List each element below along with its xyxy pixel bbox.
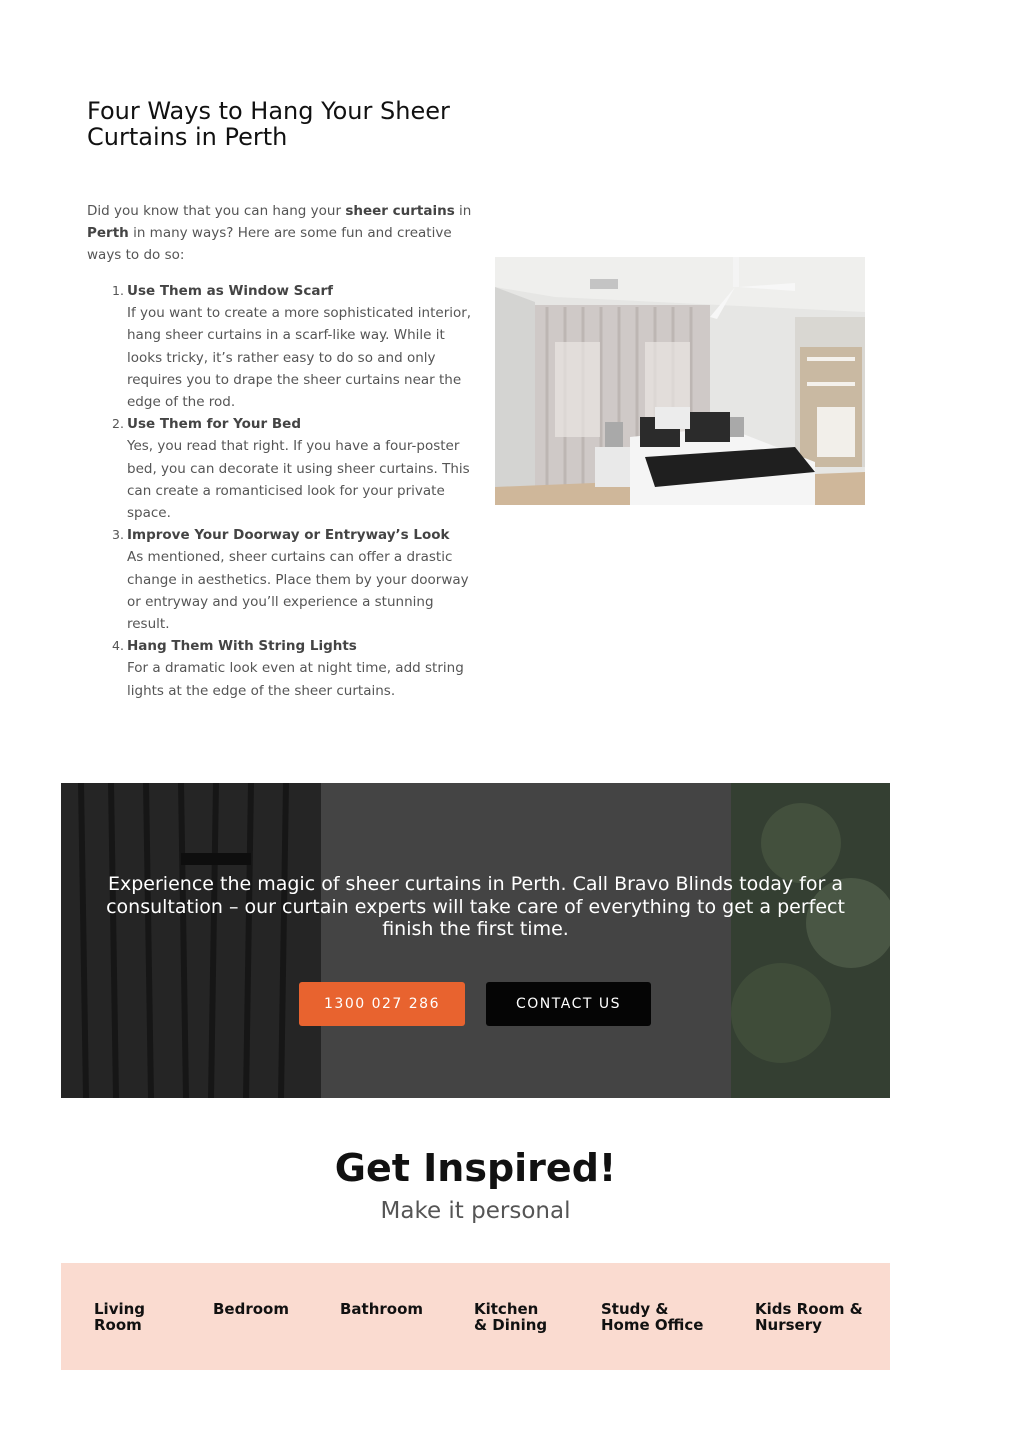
list-item bbox=[87, 524, 477, 635]
sheer-curtains-keyword: sheer curtains bbox=[345, 203, 455, 219]
cta-message: Experience the magic of sheer curtains in Perth. Call Bravo Blinds today for a consultation – our curtain experts will take care of everything to get a perfect finish the first time. bbox=[106, 873, 845, 940]
list-item bbox=[87, 635, 477, 702]
room-link-study-home-office[interactable] bbox=[601, 1301, 703, 1333]
room-link-label: Room bbox=[94, 1316, 142, 1334]
way-title: Use Them for Your Bed bbox=[127, 416, 301, 433]
room-link-kids-room-nursery[interactable] bbox=[755, 1301, 863, 1333]
room-link-label: Living bbox=[94, 1300, 146, 1318]
room-link-label: & Dining bbox=[474, 1316, 548, 1334]
room-link-bathroom[interactable] bbox=[340, 1301, 423, 1317]
intro-text: in bbox=[454, 203, 472, 219]
get-inspired-heading: Get Inspired! bbox=[334, 1146, 617, 1190]
perth-keyword: Perth bbox=[87, 225, 129, 241]
intro-text: in many ways? Here are some fun and creative ways to do so: bbox=[87, 225, 452, 263]
intro-paragraph bbox=[87, 200, 472, 266]
article-title: Four Ways to Hang Your Sheer Curtains in Perth bbox=[87, 97, 450, 151]
list-number: 3. bbox=[112, 527, 124, 543]
room-link-label: Kids Room & bbox=[755, 1300, 863, 1318]
way-description: For a dramatic look even at night time, add string lights at the edge of the sheer curtains. bbox=[127, 660, 464, 699]
way-description: As mentioned, sheer curtains can offer a drastic change in aesthetics. Place them by your doorway or entryway and you’ll experience a stunning result. bbox=[127, 549, 469, 633]
list-item bbox=[87, 280, 477, 413]
list-number: 4. bbox=[112, 638, 124, 654]
way-title: Improve Your Doorway or Entryway’s Look bbox=[127, 527, 450, 544]
room-link-label: Bedroom bbox=[213, 1300, 289, 1318]
room-link-label: Kitchen bbox=[474, 1300, 539, 1318]
room-link-living-room[interactable] bbox=[94, 1301, 145, 1333]
list-number: 1. bbox=[112, 283, 124, 298]
list-item bbox=[87, 413, 477, 524]
way-description: Yes, you read that right. If you have a four-poster bed, you can decorate it using sheer curtains. This can create a romanticised look for your private space. bbox=[127, 438, 470, 522]
room-link-label: Home Office bbox=[601, 1316, 704, 1334]
cta-banner bbox=[61, 783, 890, 1098]
way-title: Hang Them With String Lights bbox=[127, 638, 357, 655]
room-link-kitchen-dining[interactable] bbox=[474, 1301, 547, 1333]
intro-text: Did you know that you can hang your bbox=[87, 203, 346, 219]
room-categories-bar bbox=[61, 1263, 890, 1370]
list-number: 2. bbox=[112, 416, 124, 432]
room-link-label: Nursery bbox=[755, 1316, 822, 1334]
way-description: If you want to create a more sophisticated interior, hang sheer curtains in a scarf-like way. While it looks tricky, it’s rather easy to do so and only requires you to drape the sheer curtains near the edge of the rod. bbox=[127, 305, 472, 411]
room-link-label: Bathroom bbox=[340, 1300, 424, 1318]
way-title: Use Them as Window Scarf bbox=[127, 283, 334, 299]
phone-button[interactable]: 1300 027 286 bbox=[299, 982, 465, 1026]
get-inspired-subheading: Make it personal bbox=[380, 1198, 571, 1224]
bedroom-photo bbox=[495, 257, 865, 505]
ways-list bbox=[87, 280, 477, 702]
room-link-label: Study & bbox=[601, 1300, 669, 1318]
curtain-background bbox=[61, 783, 890, 1098]
room-link-bedroom[interactable] bbox=[213, 1301, 289, 1317]
contact-us-button[interactable]: CONTACT US bbox=[486, 982, 651, 1026]
